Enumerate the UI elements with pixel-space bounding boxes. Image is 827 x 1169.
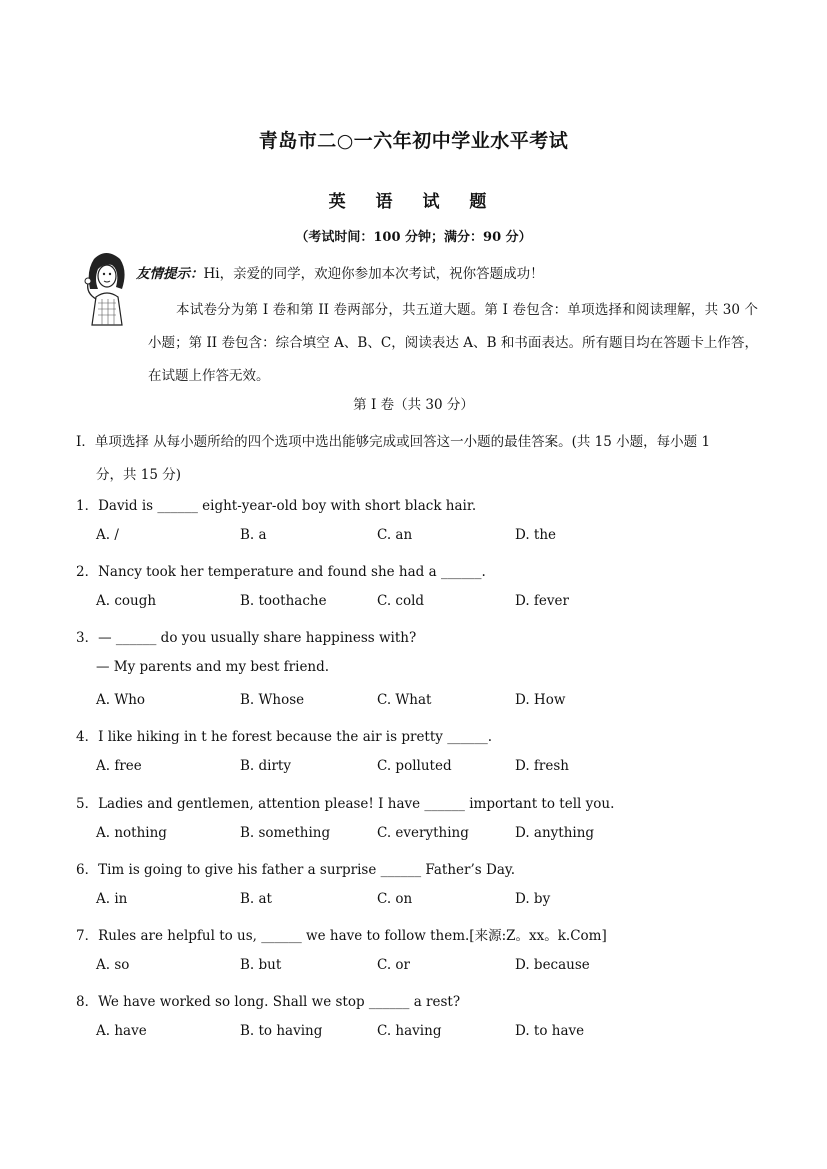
question-options <box>96 758 696 778</box>
tip-greeting: Hi，亲爱的同学，欢迎你参加本次考试，祝你答题成功！ <box>203 266 544 282</box>
option-d: D. anything <box>515 825 595 841</box>
question-stem: 3．— ______ do you usually share happiness with? <box>76 630 417 646</box>
question-stem: 7．Rules are helpful to us, ______ we have to follow them.[来源:Z。xx。k.Com] <box>76 928 607 944</box>
option-b: B. at <box>240 891 272 907</box>
question-options <box>96 891 696 911</box>
option-b: B. a <box>240 527 267 543</box>
option-d: D. the <box>515 527 557 543</box>
question-stem: 6．Tim is going to give his father a surprise ______ Father’s Day. <box>76 862 515 878</box>
option-b: B. toothache <box>240 593 327 609</box>
question-stem-reply: — My parents and my best friend. <box>96 659 330 675</box>
option-c: C. cold <box>377 593 425 609</box>
option-b: B. dirty <box>240 758 291 774</box>
option-b: B. something <box>240 825 331 841</box>
option-d: D. because <box>515 957 590 973</box>
question-stem: 8．We have worked so long. Shall we stop ______ a rest? <box>76 994 461 1010</box>
option-b: B. but <box>240 957 282 973</box>
question-stem: 1．David is ______ eight-year-old boy with short black hair. <box>76 498 477 514</box>
option-a: A. have <box>96 1023 147 1039</box>
cartoon-girl-illustration <box>76 249 136 329</box>
option-d: D. How <box>515 692 566 708</box>
question-options <box>96 957 696 977</box>
question-options <box>96 1023 696 1043</box>
option-a: A. Who <box>96 692 146 708</box>
question-stem: 4．I like hiking in t he forest because the air is pretty ______. <box>76 729 492 745</box>
exam-title: 青岛市二○一六年初中学业水平考试 <box>258 130 569 152</box>
option-c: C. What <box>377 692 432 708</box>
option-c: C. or <box>377 957 411 973</box>
question-options <box>96 527 696 547</box>
option-d: D. to have <box>515 1023 585 1039</box>
option-d: D. fresh <box>515 758 569 774</box>
instruction-line-2: 分，共 15 分) <box>96 467 182 483</box>
tip-label: 友情提示： <box>136 266 204 282</box>
option-c: C. having <box>377 1023 442 1039</box>
option-d: D. by <box>515 891 551 907</box>
exam-info: （考试时间：100 分钟；满分：90 分） <box>295 230 532 245</box>
exam-subtitle: 英 语 试 题 <box>328 192 499 212</box>
option-a: A. cough <box>96 593 157 609</box>
option-a: A. / <box>96 527 119 543</box>
question-options <box>96 692 696 712</box>
instruction-line-1: I．单项选择 从每小题所给的四个选项中选出能够完成或回答这一小题的最佳答案。(共 15 小题，每小题 1 <box>76 434 711 450</box>
section-instruction <box>76 426 758 492</box>
tip-intro-paragraph: 本试卷分为第 I 卷和第 II 卷两部分，共五道大题。第 I 卷包含：单项选择和阅读理解，共 30 个小题；第 II 卷包含：综合填空 A、B、C，阅读表达 A、B 和书面表达。所有题目均在答题卡上作答，在试题上作答无效。 <box>148 302 758 384</box>
question-stem: 5．Ladies and gentlemen, attention please! I have ______ important to tell you. <box>76 796 615 812</box>
option-c: C. an <box>377 527 413 543</box>
question-options <box>96 825 696 845</box>
question-stem: 2．Nancy took her temperature and found she had a ______. <box>76 564 486 580</box>
option-c: C. polluted <box>377 758 452 774</box>
option-c: C. everything <box>377 825 469 841</box>
tip-line <box>136 262 544 282</box>
option-b: B. Whose <box>240 692 305 708</box>
option-c: C. on <box>377 891 413 907</box>
section-heading: 第 I 卷（共 30 分） <box>353 397 474 413</box>
option-d: D. fever <box>515 593 569 609</box>
option-a: A. free <box>96 758 142 774</box>
question-options <box>96 593 696 613</box>
option-a: A. so <box>96 957 130 973</box>
option-b: B. to having <box>240 1023 323 1039</box>
option-a: A. in <box>96 891 128 907</box>
option-a: A. nothing <box>96 825 167 841</box>
